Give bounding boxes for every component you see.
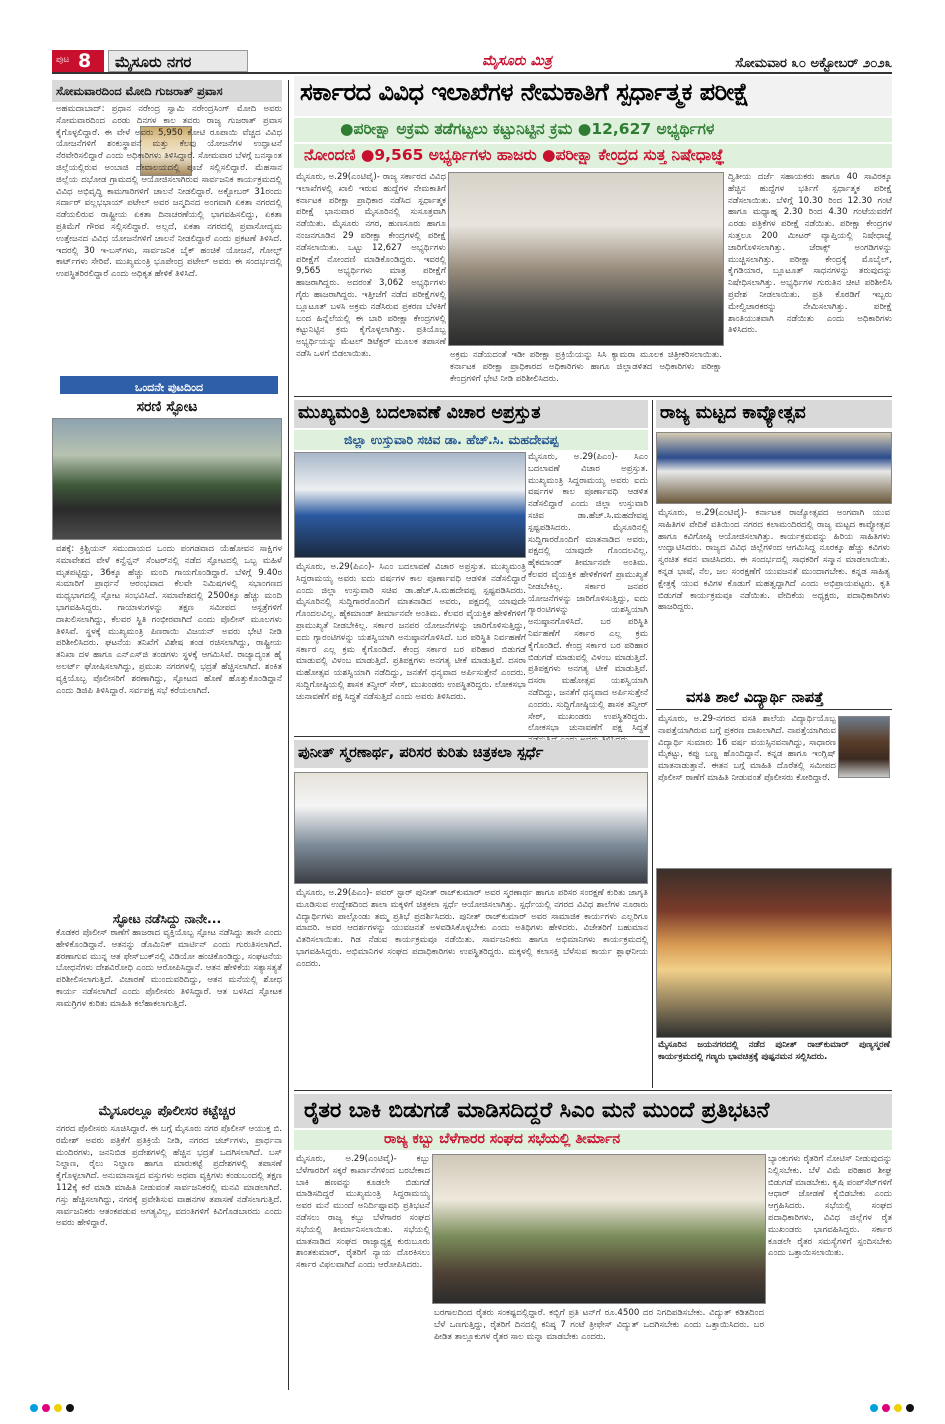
culture-headline-bar — [656, 400, 892, 428]
puneeth-headline: ಪುನೀತ್ ಸ್ಮರಣಾರ್ಥ, ಪರಿಸರ ಕುರಿತು ಚಿತ್ರಕಲಾ ಸ್ಪರ್ಧೆ — [298, 745, 544, 761]
column-divider — [288, 80, 289, 1390]
missing-body: ಮೈಸೂರು, ಅ.29-ನಗರದ ವಸತಿ ಶಾಲೆಯ ವಿದ್ಯಾರ್ಥಿಯೊಬ್ಬ ನಾಪತ್ತೆಯಾಗಿರುವ ಬಗ್ಗೆ ಪ್ರಕರಣ ದಾಖಲಾಗಿದೆ. ನಾಪತ್ತೆಯಾಗಿರುವ ವಿದ್ಯಾರ್ಥಿ ಸುಮಾರು 16 ವರ್ಷ ವಯಸ್ಸಿನವನಾಗಿದ್ದು, ಸಾಧಾರಣ ಮೈಕಟ್ಟು, ಕಪ್ಪು ಬಣ್ಣ ಹೊಂದಿದ್ದಾನೆ. ಕನ್ನಡ ಹಾಗೂ ಇಂಗ್ಲಿಷ್ ಮಾತನಾಡುತ್ತಾನೆ. ಈತನ ಬಗ್ಗೆ ಮಾಹಿತಿ ದೊರೆತಲ್ಲಿ ಸಮೀಪದ ಪೊಲೀಸ್ ಠಾಣೆಗೆ ಮಾಹಿತಿ ನೀಡುವಂತೆ ಪೊಲೀಸರು ಕೋರಿದ್ದಾರೆ. — [658, 714, 836, 783]
cm-press-photo — [294, 452, 526, 558]
missing-boy-photo — [838, 716, 890, 778]
exam-headline-box — [294, 76, 892, 116]
tribute-photo — [656, 868, 892, 1038]
farmers-body-mid: ಬರಗಾಲದಿಂದ ರೈತರು ಸಂಕಷ್ಟದಲ್ಲಿದ್ದಾರೆ. ಕಬ್ಬಿಗೆ ಪ್ರತಿ ಟನ್‌ಗೆ ರೂ.4500 ದರ ನಿಗದಿಪಡಿಸಬೇಕು. ವಿದ್ಯುತ್ ಕಡಿತದಿಂದ ಬೆಳೆ ಒಣಗುತ್ತಿದ್ದು, ರೈತರಿಗೆ ದಿನದಲ್ಲಿ ಕನಿಷ್ಠ 7 ಗಂಟೆ ತ್ರೀಫೇಸ್ ವಿದ್ಯುತ್ ಒದಗಿಸಬೇಕು ಎಂದು ಒತ್ತಾಯಿಸಿದರು. ಬರ ಪೀಡಿತ ತಾಲ್ಲೂಕುಗಳ ರೈತರ ಸಾಲ ಮನ್ನಾ ಮಾಡಬೇಕು ಎಂದರು. — [434, 1308, 764, 1342]
culture-photo — [656, 432, 892, 504]
cm-body: ಮೈಸೂರು, ಅ.29(ಪಿಎಂ)- ಸಿಎಂ ಬದಲಾವಣೆ ವಿಚಾರ ಅಪ್ರಸ್ತುತ. ಮುಖ್ಯಮಂತ್ರಿ ಸಿದ್ದರಾಮಯ್ಯ ಅವರು ಐದು ವರ್ಷಗಳ ಕಾಲ ಪೂರ್ಣಾವಧಿ ಆಡಳಿತ ನಡೆಸಲಿದ್ದಾರೆ ಎಂದು ಜಿಲ್ಲಾ ಉಸ್ತುವಾರಿ ಸಚಿವ ಡಾ.ಹೆಚ್.ಸಿ.ಮಹದೇವಪ್ಪ ಸ್ಪಷ್ಟಪಡಿಸಿದರು. ಮೈಸೂರಿನಲ್ಲಿ ಸುದ್ದಿಗಾರರೊಂದಿಗೆ ಮಾತನಾಡಿದ ಅವರು, ಪಕ್ಷದಲ್ಲಿ ಯಾವುದೇ ಗೊಂದಲವಿಲ್ಲ. ಹೈಕಮಾಂಡ್ ತೀರ್ಮಾನವೇ ಅಂತಿಮ. ಕೆಲವರ ವೈಯಕ್ತಿಕ ಹೇಳಿಕೆಗಳಿಗೆ ಪ್ರಾಮುಖ್ಯತೆ ನೀಡಬೇಕಿಲ್ಲ. ಸರ್ಕಾರ ಜನಪರ ಯೋಜನೆಗಳನ್ನು ಜಾರಿಗೊಳಿಸುತ್ತಿದ್ದು, ಐದು ಗ್ಯಾರಂಟಿಗಳನ್ನು ಯಶಸ್ವಿಯಾಗಿ ಅನುಷ್ಠಾನಗೊಳಿಸಿದೆ. ಬರ ಪರಿಸ್ಥಿತಿ ನಿರ್ವಹಣೆಗೆ ಸರ್ಕಾರ ಎಲ್ಲ ಕ್ರಮ ಕೈಗೊಂಡಿದೆ. ಕೇಂದ್ರ ಸರ್ಕಾರ ಬರ ಪರಿಹಾರ ಬಿಡುಗಡೆ ಮಾಡುವಲ್ಲಿ ವಿಳಂಬ ಮಾಡುತ್ತಿದೆ. ಪ್ರತಿಪಕ್ಷಗಳು ಅನಗತ್ಯ ಟೀಕೆ ಮಾಡುತ್ತಿವೆ. ದಸರಾ ಮಹೋತ್ಸವ ಯಶಸ್ವಿಯಾಗಿ ನಡೆದಿದ್ದು, ಜನತೆಗೆ ಧನ್ಯವಾದ ಅರ್ಪಿಸುತ್ತೇನೆ ಎಂದರು. ಸುದ್ದಿಗೋಷ್ಠಿಯಲ್ಲಿ ಶಾಸಕ ತನ್ವೀರ್ ಸೇಠ್, ಮುಖಂಡರು ಉಪಸ್ಥಿತರಿದ್ದರು. ಲೋಕಸಭಾ ಚುನಾವಣೆಗೆ ಪಕ್ಷ ಸಿದ್ಧತೆ — [528, 452, 648, 734]
police-alert-heading — [52, 1100, 282, 1122]
date-text: ಸೋಮವಾರ ೩೦ ಅಕ್ಟೋಬರ್ ೨೦೨೩ — [735, 56, 892, 71]
blast-sub-heading — [52, 908, 282, 926]
modi-headline-bar — [52, 80, 282, 102]
continued-label: ಒಂದನೇ ಪುಟದಿಂದ — [134, 381, 204, 394]
tribute-caption: ಮೈಸೂರಿನ ಜಯನಗರದಲ್ಲಿ ನಡೆದ ಪುನೀತ್ ರಾಜ್‌ಕುಮಾರ್ ಪುಣ್ಯಸ್ಮರಣೆ ಕಾರ್ಯಕ್ರಮದಲ್ಲಿ ಗಣ್ಯರು ಭಾವಚಿತ್ರಕ್ಕೆ ಪುಷ್ಪನಮನ ಸಲ್ಲಿಸಿದರು. — [658, 1040, 890, 1062]
farmers-headline: ರೈತರ ಬಾಕಿ ಬಿಡುಗಡೆ ಮಾಡಿಸದಿದ್ದರೆ ಸಿಎಂ ಮನೆ ಮುಂದೆ ಪ್ರತಿಭಟನೆ — [304, 1098, 770, 1123]
exam-body-mid: ಅಕ್ರಮ ನಡೆಯದಂತೆ ಇಡೀ ಪರೀಕ್ಷಾ ಪ್ರಕ್ರಿಯೆಯನ್ನು ಸಿಸಿ ಕ್ಯಾಮರಾ ಮೂಲಕ ಚಿತ್ರೀಕರಿಸಲಾಯಿತು. ಕರ್ನಾಟಕ ಪರೀಕ್ಷಾ ಪ್ರಾಧಿಕಾರದ ಅಧಿಕಾರಿಗಳು ಹಾಗೂ ಜಿಲ್ಲಾಡಳಿತದ ಅಧಿಕಾರಿಗಳು ಪರೀಕ್ಷಾ ಕೇಂದ್ರಗಳಿಗೆ ಭೇಟಿ ನೀಡಿ ಪರಿಶೀಲಿಸಿದರು. — [450, 350, 722, 384]
cm-headline: ಮುಖ್ಯಮಂತ್ರಿ ಬದಲಾವಣೆ ವಿಚಾರ ಅಪ್ರಸ್ತುತ — [298, 403, 541, 423]
print-registration-bar — [30, 1402, 920, 1414]
column-divider-right — [652, 400, 653, 1088]
exam-sub-1 — [294, 118, 892, 142]
farmers-body-left: ಮೈಸೂರು, ಅ.29(ಎಂಟಿವೈ)- ಕಬ್ಬು ಬೆಳೆಗಾರರಿಗೆ ಸಕ್ಕರೆ ಕಾರ್ಖಾನೆಗಳಿಂದ ಬರಬೇಕಾದ ಬಾಕಿ ಹಣವನ್ನು ಕೂಡಲೇ ಬಿಡುಗಡೆ ಮಾಡಿಸದಿದ್ದರೆ ಮುಖ್ಯಮಂತ್ರಿ ಸಿದ್ದರಾಮಯ್ಯ ಅವರ ಮನೆ ಮುಂದೆ ಅನಿರ್ದಿಷ್ಟಾವಧಿ ಪ್ರತಿಭಟನೆ ನಡೆಸಲು ರಾಜ್ಯ ಕಬ್ಬು ಬೆಳೆಗಾರರ ಸಂಘದ ಸಭೆಯಲ್ಲಿ ತೀರ್ಮಾನಿಸಲಾಯಿತು. ಸಭೆಯಲ್ಲಿ ಮಾತನಾಡಿದ ಸಂಘದ ರಾಜ್ಯಾಧ್ಯಕ್ಷ ಕುರುಬೂರು ಶಾಂತಕುಮಾರ್, ರೈತರಿಗೆ ನ್ಯಾಯ ದೊರಕಿಸಲು ಸರ್ಕಾರ ವಿಫಲವಾಗಿದೆ ಎಂದು ಆರೋಪಿಸಿದರು. — [296, 1154, 430, 1271]
modi-body: ಅಹಮದಾಬಾದ್: ಪ್ರಧಾನ ನರೇಂದ್ರ ಸ್ವಾಮಿ ನರೇಂದ್ರಸಿಂಗ್ ಮೋದಿ ಅವರು ಸೋಮವಾರದಿಂದ ಎರಡು ದಿನಗಳ ಕಾಲ ತವರು ರಾಜ್ಯ ಗುಜರಾತ್ ಪ್ರವಾಸ ಕೈಗೊಳ್ಳಲಿದ್ದಾರೆ. ಈ ವೇಳೆ ಅವರು 5,950 ಕೋಟಿ ರೂಪಾಯಿ ವೆಚ್ಚದ ವಿವಿಧ ಯೋಜನೆಗಳಿಗೆ ಶಂಕುಸ್ಥಾಪನೆ ಮತ್ತು ಕೆಲವು ಯೋಜನೆಗಳ ಉದ್ಘಾಟನೆ ನೆರವೇರಿಸಲಿದ್ದಾರೆ ಎಂದು ಅಧಿಕಾರಿಗಳು ತಿಳಿಸಿದ್ದಾರೆ. ಸೋಮವಾರ ಬೆಳಗ್ಗೆ ಬನಸ್ಕಾಂತ ಜಿಲ್ಲೆಯಲ್ಲಿರುವ ಅಂಬಾಜಿ ದೇವಾಲಯದಲ್ಲಿ ಪೂಜೆ ಸಲ್ಲಿಸಲಿದ್ದಾರೆ. ಮೆಹಸಾನ ಜಿಲ್ಲೆಯ ದಭೋಡ ಗ್ರಾಮದಲ್ಲಿ ಆಯೋಜಿಸಲಾಗಿರುವ ಸಾರ್ವಜನಿಕ ಕಾರ್ಯಕ್ರಮದಲ್ಲಿ ವಿವಿಧ ಅಭಿವೃದ್ಧಿ ಕಾಮಗಾರಿಗಳಿಗೆ ಚಾಲನೆ ನೀಡಲಿದ್ದಾರೆ. ಅಕ್ಟೋಬರ್ 31ರಂದು ಸರ್ದಾರ್ ವಲ್ಲಭಭಾಯ್ ಪಟೇಲ್ ಅವರ ಜನ್ಮದಿನದ ಅಂಗವಾಗಿ ಏಕತಾ ನಗರದಲ್ಲಿ ನಡೆಯಲಿರುವ ರಾಷ್ಟ್ರೀಯ ಏಕತಾ ದಿನಾಚರಣೆಯಲ್ಲಿ ಭಾಗವಹಿಸಲಿದ್ದು, ಏಕತಾ ಪ್ರತಿಮೆಗೆ ಗೌರವ ಸಲ್ಲಿಸಲಿದ್ದಾರೆ. ಅಲ್ಲದೆ, ಏಕತಾ ನಗರದಲ್ಲಿ ಪ್ರವಾಸೋದ್ಯಮ ಉತ್ತೇಜನದ ವಿವಿಧ ಯೋಜನೆಗಳಿಗೆ ಚಾಲನೆ ನೀಡಲಿದ್ದಾರೆ ಎಂದು ಪ್ರಕಟಣೆ ತಿಳಿಸಿದೆ. ಇದರಲ್ಲಿ 30 ಇ-ಬಸ್‌ಗಳು, ಸಾರ್ವಜನಿಕ ಬೈಕ್ ಹಂಚಿಕೆ ಯೋಜನೆ, ಗೋಲ್ಫ್ ಕಾರ್ಟ್‌ಗಳು ಸೇರಿವೆ. ಮುಖ್ಯಮಂತ್ರಿ ಭೂಪೇಂದ್ರ ಪಟೇಲ್ ಅವರು ಈ ಸಂದರ್ಭದಲ್ಲಿ ಉಪಸ್ಥಿತರಿರಲಿದ್ದಾರೆ ಎಂದು ಅಧಿಕೃತ ಹೇಳಿಕೆ ತಿಳಿಸಿದೆ. — [56, 104, 282, 280]
serial-blast-title — [52, 396, 282, 416]
paper-name: ಮೈಸೂರು ಮಿತ್ರ — [482, 53, 552, 69]
exam-sub-line-1: ●ಪರೀಕ್ಷಾ ಅಕ್ರಮ ತಡೆಗಟ್ಟಲು ಕಟ್ಟುನಿಟ್ಟಿನ ಕ್ರಮ ●12,627 ಅಭ್ಯರ್ಥಿಗಳ — [340, 120, 715, 138]
date-line — [672, 52, 892, 72]
row-divider-2 — [294, 736, 650, 737]
exam-hall-photo — [448, 172, 724, 346]
exam-sub-line-2: ನೋಂದಣಿ ●9,565 ಅಭ್ಯರ್ಥಿಗಳು ಹಾಜರು ●ಪರೀಕ್ಷಾ ಕೇಂದ್ರದ ಸುತ್ತ ನಿಷೇಧಾಜ್ಞೆ — [304, 146, 725, 164]
blast-sub-body: ಕೊಡಕರ ಪೊಲೀಸ್ ಠಾಣೆಗೆ ಹಾಜರಾದ ವ್ಯಕ್ತಿಯೊಬ್ಬ ಸ್ಫೋಟ ನಡೆಸಿದ್ದು ತಾನೇ ಎಂದು ಹೇಳಿಕೊಂಡಿದ್ದಾನೆ. ಆತನನ್ನು ಡೊಮಿನಿಕ್ ಮಾರ್ಟಿನ್ ಎಂದು ಗುರುತಿಸಲಾಗಿದೆ. ಶರಣಾಗುವ ಮುನ್ನ ಆತ ಫೇಸ್‌ಬುಕ್‌ನಲ್ಲಿ ವಿಡಿಯೋ ಹಂಚಿಕೊಂಡಿದ್ದು, ಸಂಘಟನೆಯ ಬೋಧನೆಗಳು ದೇಶವಿರೋಧಿ ಎಂದು ಆರೋಪಿಸಿದ್ದಾನೆ. ಆತನ ಹೇಳಿಕೆಯ ಸತ್ಯಾಸತ್ಯತೆ ಪರಿಶೀಲಿಸಲಾಗುತ್ತಿದೆ. ವಿಚಾರಣೆ ಮುಂದುವರಿದಿದ್ದು, ಆತನ ಮನೆಯಲ್ಲಿ ಶೋಧ ಕಾರ್ಯ ನಡೆಸಲಾಗಿದೆ ಎಂದು ಪೊಲೀಸರು ತಿಳಿಸಿದ್ದಾರೆ. ಆತ ಬಳಸಿದ ಸ್ಫೋಟಕ ಸಾಮಗ್ರಿಗಳ ಕುರಿತು ಮಾಹಿತಿ ಕಲೆಹಾಕಲಾಗುತ್ತಿದೆ. — [56, 928, 282, 1009]
farmers-sub-bar — [294, 1130, 892, 1150]
cm-sub-bar — [294, 430, 648, 450]
exam-sub-2 — [294, 144, 892, 168]
farmers-sub: ರಾಜ್ಯ ಕಬ್ಬು ಬೆಳೆಗಾರರ ಸಂಘದ ಸಭೆಯಲ್ಲಿ ತೀರ್ಮಾನ — [384, 1131, 621, 1147]
police-alert-title: ಮೈಸೂರಲ್ಲೂ ಪೊಲೀಸರ ಕಟ್ಟೆಚ್ಚರ — [98, 1104, 236, 1119]
page-number-box — [52, 50, 104, 72]
section-label: ಮೈಸೂರು ನಗರ — [115, 53, 192, 71]
modi-headline: ಸೋಮವಾರದಿಂದ ಮೋದಿ ಗುಜರಾತ್ ಪ್ರವಾಸ — [56, 84, 223, 98]
farmers-meeting-photo — [432, 1154, 766, 1304]
masthead — [52, 50, 892, 74]
cm-sub: ಜಿಲ್ಲಾ ಉಸ್ತುವಾರಿ ಸಚಿವ ಡಾ. ಹೆಚ್.ಸಿ. ಮಹದೇವಪ್ಪ — [344, 432, 559, 447]
continued-label-bar — [60, 376, 278, 394]
missing-headline: ವಸತಿ ಶಾಲೆ ವಿದ್ಯಾರ್ಥಿ ನಾಪತ್ತೆ — [686, 690, 824, 706]
blast-sub-title: ಸ್ಫೋಟ ನಡೆಸಿದ್ದು ನಾನೇ... — [112, 911, 222, 926]
blast-crowd-photo — [52, 418, 282, 540]
puneeth-event-photo — [294, 772, 648, 884]
exam-body-right: ದ್ವಿತೀಯ ದರ್ಜೆ ಸಹಾಯಕರು ಹಾಗೂ 40 ಸಾವಿರಕ್ಕೂ ಹೆಚ್ಚಿನ ಹುದ್ದೆಗಳ ಭರ್ತಿಗೆ ಸ್ಪರ್ಧಾತ್ಮಕ ಪರೀಕ್ಷೆ ನಡೆಸಲಾಯಿತು. ಬೆಳಿಗ್ಗೆ 10.30 ರಿಂದ 12.30 ಗಂಟೆ ಹಾಗೂ ಮಧ್ಯಾಹ್ನ 2.30 ರಿಂದ 4.30 ಗಂಟೆಯವರೆಗೆ ಎರಡು ಪತ್ರಿಕೆಗಳ ಪರೀಕ್ಷೆ ನಡೆಯಿತು. ಪರೀಕ್ಷಾ ಕೇಂದ್ರಗಳ ಸುತ್ತಲೂ 200 ಮೀಟರ್ ವ್ಯಾಪ್ತಿಯಲ್ಲಿ ನಿಷೇಧಾಜ್ಞೆ ಜಾರಿಗೊಳಿಸಲಾಗಿತ್ತು. ಜೆರಾಕ್ಸ್ ಅಂಗಡಿಗಳನ್ನು ಮುಚ್ಚಿಸಲಾಗಿತ್ತು. ಪರೀಕ್ಷಾ ಕೇಂದ್ರಕ್ಕೆ ಮೊಬೈಲ್, ಕೈಗಡಿಯಾರ, ಬ್ಲೂಟೂತ್ ಸಾಧನಗಳನ್ನು ತರುವುದನ್ನು ನಿಷೇಧಿಸಲಾಗಿತ್ತು. ಅಭ್ಯರ್ಥಿಗಳ ಗುರುತಿನ ಚೀಟಿ ಪರಿಶೀಲಿಸಿ ಪ್ರವೇಶ ನೀಡಲಾಯಿತು. ಪ್ರತಿ ಕೊಠಡಿಗೆ ಇಬ್ಬರು ಮೇಲ್ವಿಚಾರಕರನ್ನು ನೇಮಿಸಲಾಗಿತ್ತು. ಪರೀಕ್ಷೆ ಶಾಂತಿಯುತವಾಗಿ ನಡೆಯಿತು ಎಂದು ಅಧಿಕಾರಿಗಳು ತಿಳಿಸಿದರು. — [728, 172, 892, 336]
puneeth-headline-bar — [294, 740, 648, 768]
page-number: 8 — [78, 50, 92, 72]
culture-body: ಮೈಸೂರು, ಅ.29(ಎಂಟಿವೈ)- ಕರ್ನಾಟಕ ರಾಜ್ಯೋತ್ಸವದ ಅಂಗವಾಗಿ ಯುವ ಸಾಹಿತಿಗಳ ವೇದಿಕೆ ವತಿಯಿಂದ ನಗರದ ಕಲಾಮಂದಿರದಲ್ಲಿ ರಾಜ್ಯ ಮಟ್ಟದ ಕಾವ್ಯೋತ್ಸವ ಹಾಗೂ ಕವಿಗೋಷ್ಠಿ ಆಯೋಜಿಸಲಾಗಿತ್ತು. ಕಾರ್ಯಕ್ರಮವನ್ನು ಹಿರಿಯ ಸಾಹಿತಿಗಳು ಉದ್ಘಾಟಿಸಿದರು. ರಾಜ್ಯದ ವಿವಿಧ ಜಿಲ್ಲೆಗಳಿಂದ ಆಗಮಿಸಿದ್ದ ನೂರಕ್ಕೂ ಹೆಚ್ಚು ಕವಿಗಳು ಸ್ವರಚಿತ ಕವನ ವಾಚಿಸಿದರು. ಈ ಸಂದರ್ಭದಲ್ಲಿ ಸಾಧಕರಿಗೆ ಸನ್ಮಾನ ಮಾಡಲಾಯಿತು. ಕನ್ನಡ ಭಾಷೆ, ನೆಲ, ಜಲ ಸಂರಕ್ಷಣೆಗೆ ಯುವಜನತೆ ಮುಂದಾಗಬೇಕು. ಕನ್ನಡ ಸಾಹಿತ್ಯ ಕ್ಷೇತ್ರಕ್ಕೆ ಯುವ ಕವಿಗಳ ಕೊಡುಗೆ ಮಹತ್ವದ್ದಾಗಿದೆ ಎಂದು ಅಭಿಪ್ರಾಯಪಟ್ಟರು. ಕೃತಿ ಬಿಡುಗಡೆ ಕಾರ್ಯಕ್ರಮವೂ ನಡೆಯಿತು. ವೇದಿಕೆಯ ಅಧ್ಯಕ್ಷರು, ಪದಾಧಿಕಾರಿಗಳು ಹಾಜರಿದ್ದರು. — [658, 508, 890, 613]
police-alert-body: ನಗರದ ಪೊಲೀಸರು ಸೂಚಿಸಿದ್ದಾರೆ. ಈ ಬಗ್ಗೆ ಮೈಸೂರು ನಗರ ಪೊಲೀಸ್ ಆಯುಕ್ತ ಬಿ. ರಮೇಶ್ ಅವರು ಪತ್ರಿಕೆಗೆ ಪ್ರತಿಕ್ರಿಯೆ ನೀಡಿ, ನಗರದ ಚರ್ಚ್‌ಗಳು, ಪ್ರಾರ್ಥನಾ ಮಂದಿರಗಳು, ಜನನಿಬಿಡ ಪ್ರದೇಶಗಳಲ್ಲಿ ಹೆಚ್ಚಿನ ಭದ್ರತೆ ಒದಗಿಸಲಾಗಿದೆ. ಬಸ್ ನಿಲ್ದಾಣ, ರೈಲು ನಿಲ್ದಾಣ ಹಾಗೂ ಮಾರುಕಟ್ಟೆ ಪ್ರದೇಶಗಳಲ್ಲಿ ತಪಾಸಣೆ ಕೈಗೊಳ್ಳಲಾಗಿದೆ. ಅನುಮಾನಾಸ್ಪದ ವಸ್ತುಗಳು ಅಥವಾ ವ್ಯಕ್ತಿಗಳು ಕಂಡುಬಂದಲ್ಲಿ ತಕ್ಷಣ 112ಕ್ಕೆ ಕರೆ ಮಾಡಿ ಮಾಹಿತಿ ನೀಡುವಂತೆ ಸಾರ್ವಜನಿಕರಲ್ಲಿ ಮನವಿ ಮಾಡಲಾಗಿದೆ. ಗಸ್ತು ಹೆಚ್ಚಿಸಲಾಗಿದ್ದು, ನಗರಕ್ಕೆ ಪ್ರವೇಶಿಸುವ ವಾಹನಗಳ ತಪಾಸಣೆ ನಡೆಸಲಾಗುತ್ತಿದೆ. ಸಾರ್ವಜನಿಕರು ಆತಂಕಪಡುವ ಅಗತ್ಯವಿಲ್ಲ, ವದಂತಿಗಳಿಗೆ ಕಿವಿಗೊಡಬಾರದು ಎಂದು ಅವರು ಹೇಳಿದ್ದಾರೆ. — [56, 1124, 282, 1229]
puneeth-body: ಮೈಸೂರು, ಅ.29(ಪಿಎಂ)- ಪವರ್ ಸ್ಟಾರ್ ಪುನೀತ್ ರಾಜ್‌ಕುಮಾರ್ ಅವರ ಸ್ಮರಣಾರ್ಥ ಹಾಗೂ ಪರಿಸರ ಸಂರಕ್ಷಣೆ ಕುರಿತು ಜಾಗೃತಿ ಮೂಡಿಸುವ ಉದ್ದೇಶದಿಂದ ಶಾಲಾ ಮಕ್ಕಳಿಗೆ ಚಿತ್ರಕಲಾ ಸ್ಪರ್ಧೆ ಆಯೋಜಿಸಲಾಗಿತ್ತು. ಸ್ಪರ್ಧೆಯಲ್ಲಿ ನಗರದ ವಿವಿಧ ಶಾಲೆಗಳ ನೂರಾರು ವಿದ್ಯಾರ್ಥಿಗಳು ಪಾಲ್ಗೊಂಡು ತಮ್ಮ ಪ್ರತಿಭೆ ಪ್ರದರ್ಶಿಸಿದರು. ಪುನೀತ್ ರಾಜ್‌ಕುಮಾರ್ ಅವರ ಸಾಮಾಜಿಕ ಕಾರ್ಯಗಳು ಎಲ್ಲರಿಗೂ ಮಾದರಿ. ಅವರ ಆದರ್ಶಗಳನ್ನು ಯುವಜನತೆ ಅಳವಡಿಸಿಕೊಳ್ಳಬೇಕು ಎಂದು ಅತಿಥಿಗಳು ಹೇಳಿದರು. ವಿಜೇತರಿಗೆ ಬಹುಮಾನ ವಿತರಿಸಲಾಯಿತು. ಗಿಡ ನೆಡುವ ಕಾರ್ಯಕ್ರಮವೂ ನಡೆಯಿತು. ಸಾರ್ವಜನಿಕರು ಹಾಗೂ ಅಭಿಮಾನಿಗಳು ಕಾರ್ಯಕ್ರಮದಲ್ಲಿ ಭಾಗವಹಿಸಿದ್ದರು. ಅಭಿಮಾನಿಗಳ ಸಂಘದ ಪದಾಧಿಕಾರಿಗಳು ಉಪಸ್ಥಿತರಿದ್ದರು. ಮಕ್ಕಳಲ್ಲಿ ಕಲಾಸಕ್ತಿ ಬೆಳೆಸುವ ಕಾರ್ಯ ಶ್ಲಾಘನೀಯ ಎಂದರು. — [296, 888, 648, 969]
exam-body-left: ಮೈಸೂರು, ಅ.29(ಎಂಟಿವೈ)- ರಾಜ್ಯ ಸರ್ಕಾರದ ವಿವಿಧ ಇಲಾಖೆಗಳಲ್ಲಿ ಖಾಲಿ ಇರುವ ಹುದ್ದೆಗಳ ನೇಮಕಾತಿಗೆ ಕರ್ನಾಟಕ ಪರೀಕ್ಷಾ ಪ್ರಾಧಿಕಾರ ನಡೆಸಿದ ಸ್ಪರ್ಧಾತ್ಮಕ ಪರೀಕ್ಷೆ ಭಾನುವಾರ ಮೈಸೂರಿನಲ್ಲಿ ಸುಸೂತ್ರವಾಗಿ ನಡೆಯಿತು. ಮೈಸೂರು ನಗರ, ಹುಣಸೂರು ಹಾಗೂ ನಂಜನಗೂಡಿನ 29 ಪರೀಕ್ಷಾ ಕೇಂದ್ರಗಳಲ್ಲಿ ಪರೀಕ್ಷೆ ನಡೆಸಲಾಯಿತು. ಒಟ್ಟು 12,627 ಅಭ್ಯರ್ಥಿಗಳು ಪರೀಕ್ಷೆಗೆ ನೋಂದಣಿ ಮಾಡಿಕೊಂಡಿದ್ದರು. ಇವರಲ್ಲಿ 9,565 ಅಭ್ಯರ್ಥಿಗಳು ಮಾತ್ರ ಪರೀಕ್ಷೆಗೆ ಹಾಜರಾಗಿದ್ದರು. ಅದರಂತೆ 3,062 ಅಭ್ಯರ್ಥಿಗಳು ಗೈರು ಹಾಜರಾಗಿದ್ದರು. ಇತ್ತೀಚೆಗೆ ನಡೆದ ಪರೀಕ್ಷೆಗಳಲ್ಲಿ ಬ್ಲೂಟೂತ್ ಬಳಸಿ ಅಕ್ರಮ ನಡೆಸಿರುವ ಪ್ರಕರಣ ಬೆಳಕಿಗೆ ಬಂದ ಹಿನ್ನೆಲೆಯಲ್ಲಿ ಈ ಬಾರಿ ಪರೀಕ್ಷಾ ಕೇಂದ್ರಗಳಲ್ಲಿ ಕಟ್ಟುನಿಟ್ಟಿನ ಕ್ರಮ ಕೈಗೊಳ್ಳಲಾಗಿತ್ತು. ಪ್ರತಿಯೊಬ್ಬ ಅಭ್ಯರ್ಥಿಯನ್ನು ಮೆಟಲ್ ಡಿಟೆಕ್ಟರ್ ಮೂಲಕ ತಪಾಸಣೆ ನಡೆಸಿ ಒಳಗೆ ಬಿಡಲಾಯಿತು. — [296, 172, 446, 359]
missing-headline-box — [656, 688, 892, 710]
culture-headline: ರಾಜ್ಯ ಮಟ್ಟದ ಕಾವ್ಯೋತ್ಸವ — [660, 403, 806, 423]
row-divider-3 — [294, 1090, 892, 1091]
page-label: ಪುಟ — [56, 55, 70, 65]
serial-blast-body: ವಶಕ್ಕೆ: ಕ್ರಿಶ್ಚಿಯನ್ ಸಮುದಾಯದ ಒಂದು ಪಂಗಡವಾದ ಯೆಹೋವನ ಸಾಕ್ಷಿಗಳ ಸಮಾವೇಶದ ವೇಳೆ ಕನ್ವೆನ್ಷನ್ ಸೆಂಟರ್‌ನಲ್ಲಿ ನಡೆದ ಸ್ಫೋಟದಲ್ಲಿ ಒಬ್ಬ ಮಹಿಳೆ ಮೃತಪಟ್ಟಿದ್ದು, 36ಕ್ಕೂ ಹೆಚ್ಚು ಮಂದಿ ಗಾಯಗೊಂಡಿದ್ದಾರೆ. ಬೆಳಿಗ್ಗೆ 9.40ರ ಸುಮಾರಿಗೆ ಪ್ರಾರ್ಥನೆ ಆರಂಭವಾದ ಕೆಲವೇ ನಿಮಿಷಗಳಲ್ಲಿ ಸಭಾಂಗಣದ ಮಧ್ಯಭಾಗದಲ್ಲಿ ಸ್ಫೋಟ ಸಂಭವಿಸಿದೆ. ಸಮಾವೇಶದಲ್ಲಿ 2500ಕ್ಕೂ ಹೆಚ್ಚು ಮಂದಿ ಭಾಗವಹಿಸಿದ್ದರು. ಗಾಯಾಳುಗಳನ್ನು ತಕ್ಷಣ ಸಮೀಪದ ಆಸ್ಪತ್ರೆಗಳಿಗೆ ದಾಖಲಿಸಲಾಗಿದ್ದು, ಕೆಲವರ ಸ್ಥಿತಿ ಗಂಭೀರವಾಗಿದೆ ಎಂದು ಪೊಲೀಸ್ ಮೂಲಗಳು ತಿಳಿಸಿವೆ. ಸ್ಥಳಕ್ಕೆ ಮುಖ್ಯಮಂತ್ರಿ ಪಿಣರಾಯಿ ವಿಜಯನ್ ಅವರು ಭೇಟಿ ನೀಡಿ ಪರಿಶೀಲಿಸಿದರು. ಘಟನೆಯ ತನಿಖೆಗೆ ವಿಶೇಷ ತಂಡ ರಚಿಸಲಾಗಿದ್ದು, ರಾಷ್ಟ್ರೀಯ ತನಿಖಾ ದಳ ಹಾಗೂ ಎನ್‌ಎಸ್‌ಜಿ ತಂಡಗಳು ಸ್ಥಳಕ್ಕೆ ಆಗಮಿಸಿವೆ. ರಾಜ್ಯಾದ್ಯಂತ ಹೈ ಅಲರ್ಟ್ ಘೋಷಿಸಲಾಗಿದ್ದು, ಪ್ರಮುಖ ನಗರಗಳಲ್ಲಿ ಭದ್ರತೆ ಹೆಚ್ಚಿಸಲಾಗಿದೆ. ಶಂಕಿತ ವ್ಯಕ್ತಿಯೊಬ್ಬ ಪೊಲೀಸರಿಗೆ ಶರಣಾಗಿದ್ದು, ಸ್ಫೋಟದ ಹೊಣೆ ಹೊತ್ತುಕೊಂಡಿದ್ದಾನೆ ಎಂದು ಡಿಜಿಪಿ ತಿಳಿಸಿದ್ದಾರೆ. ಸರ್ವಪಕ್ಷ ಸಭೆ ಕರೆಯಲಾಗಿದೆ. — [56, 544, 282, 696]
serial-blast-heading: ಸರಣಿ ಸ್ಫೋಟ — [136, 399, 198, 415]
cm-body-cont: ಮೈಸೂರು, ಅ.29(ಪಿಎಂ)- ಸಿಎಂ ಬದಲಾವಣೆ ವಿಚಾರ ಅಪ್ರಸ್ತುತ. ಮುಖ್ಯಮಂತ್ರಿ ಸಿದ್ದರಾಮಯ್ಯ ಅವರು ಐದು ವರ್ಷಗಳ ಕಾಲ ಪೂರ್ಣಾವಧಿ ಆಡಳಿತ ನಡೆಸಲಿದ್ದಾರೆ ಎಂದು ಜಿಲ್ಲಾ ಉಸ್ತುವಾರಿ ಸಚಿವ ಡಾ.ಹೆಚ್.ಸಿ.ಮಹದೇವಪ್ಪ ಸ್ಪಷ್ಟಪಡಿಸಿದರು. ಮೈಸೂರಿನಲ್ಲಿ ಸುದ್ದಿಗಾರರೊಂದಿಗೆ ಮಾತನಾಡಿದ ಅವರು, ಪಕ್ಷದಲ್ಲಿ ಯಾವುದೇ ಗೊಂದಲವಿಲ್ಲ. ಹೈಕಮಾಂಡ್ ತೀರ್ಮಾನವೇ ಅಂತಿಮ. ಕೆಲವರ ವೈಯಕ್ತಿಕ ಹೇಳಿಕೆಗಳಿಗೆ ಪ್ರಾಮುಖ್ಯತೆ ನೀಡಬೇಕಿಲ್ಲ. ಸರ್ಕಾರ ಜನಪರ ಯೋಜನೆಗಳನ್ನು ಜಾರಿಗೊಳಿಸುತ್ತಿದ್ದು, ಐದು ಗ್ಯಾರಂಟಿಗಳನ್ನು ಯಶಸ್ವಿಯಾಗಿ ಅನುಷ್ಠಾನಗೊಳಿಸಿದೆ. ಬರ ಪರಿಸ್ಥಿತಿ ನಿರ್ವಹಣೆಗೆ ಸರ್ಕಾರ ಎಲ್ಲ ಕ್ರಮ ಕೈಗೊಂಡಿದೆ. ಕೇಂದ್ರ ಸರ್ಕಾರ ಬರ ಪರಿಹಾರ ಬಿಡುಗಡೆ ಮಾಡುವಲ್ಲಿ ವಿಳಂಬ ಮಾಡುತ್ತಿದೆ. ಪ್ರತಿಪಕ್ಷಗಳು ಅನಗತ್ಯ ಟೀಕೆ ಮಾಡುತ್ತಿವೆ. ದಸರಾ ಮಹೋತ್ಸವ ಯಶಸ್ವಿಯಾಗಿ ನಡೆದಿದ್ದು, ಜನತೆಗೆ ಧನ್ಯವಾದ ಅರ್ಪಿಸುತ್ತೇನೆ ಎಂದರು. ಸುದ್ದಿಗೋಷ್ಠಿಯಲ್ಲಿ ಶಾಸಕ ತನ್ವೀರ್ ಸೇಠ್, ಮುಖಂಡರು ಉಪಸ್ಥಿತರಿದ್ದರು. ಲೋಕಸಭಾ ಚುನಾವಣೆಗೆ ಪಕ್ಷ ಸಿದ್ಧತೆ ನಡೆಸುತ್ತಿದೆ ಎಂದು ಅವರು ತಿಳಿಸಿದರು. — [296, 562, 526, 702]
farmers-headline-bar — [294, 1094, 892, 1128]
paper-logo — [462, 50, 572, 72]
section-name — [108, 50, 248, 72]
row-divider — [294, 396, 892, 397]
exam-headline: ಸರ್ಕಾರದ ವಿವಿಧ ಇಲಾಖೆಗಳ ನೇಮಕಾತಿಗೆ ಸ್ಪರ್ಧಾತ್ಮಕ ಪರೀಕ್ಷೆ — [300, 78, 749, 106]
cm-headline-bar — [294, 400, 648, 428]
farmers-body-right: ಬ್ಯಾಂಕುಗಳು ರೈತರಿಗೆ ನೋಟಿಸ್ ನೀಡುವುದನ್ನು ನಿಲ್ಲಿಸಬೇಕು. ಬೆಳೆ ವಿಮೆ ಪರಿಹಾರ ಶೀಘ್ರ ಬಿಡುಗಡೆ ಮಾಡಬೇಕು. ಕೃಷಿ ಪಂಪ್‌ಸೆಟ್‌ಗಳಿಗೆ ಆಧಾರ್ ಜೋಡಣೆ ಕೈಬಿಡಬೇಕು ಎಂದು ಆಗ್ರಹಿಸಿದರು. ಸಭೆಯಲ್ಲಿ ಸಂಘದ ಪದಾಧಿಕಾರಿಗಳು, ವಿವಿಧ ಜಿಲ್ಲೆಗಳ ರೈತ ಮುಖಂಡರು ಭಾಗವಹಿಸಿದ್ದರು. ಸರ್ಕಾರ ಕೂಡಲೇ ರೈತರ ಸಮಸ್ಯೆಗಳಿಗೆ ಸ್ಪಂದಿಸಬೇಕು ಎಂದು ಒತ್ತಾಯಿಸಲಾಯಿತು. — [768, 1154, 892, 1259]
